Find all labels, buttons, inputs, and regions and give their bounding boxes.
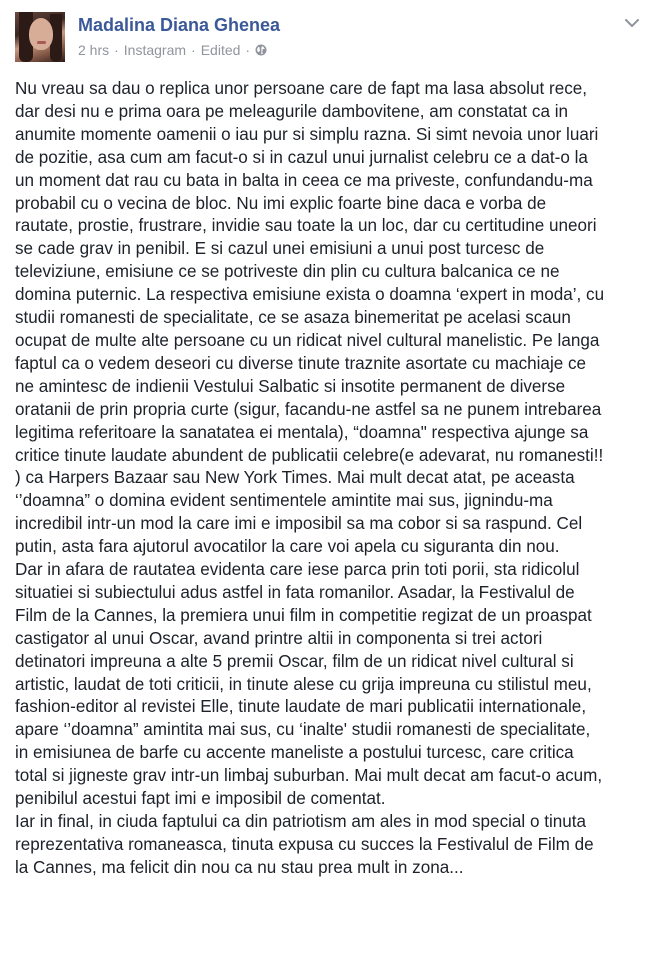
post-text-line: anumite momente oamenii o iau pur si simplu razna. Si simt nevoia unor luari [15,124,599,144]
post-text-line: Iar in final, in ciuda faptului ca din patriotism am ales in mod special o tinuta [15,812,587,831]
post-text-line: ) ca Harpers Bazaar sau New York Times. Mai mult decat atat, pe aceasta [15,468,575,488]
post-header [15,12,645,62]
post-text-line: se cade grav in penibil. E si cazul unei emisiuni a unui post turcesc de [15,239,545,259]
post-text-line: situatiei si subiectului adus astfel in fata romanilor. Asadar, la Festivalul de [15,582,575,602]
post-source[interactable]: Instagram [123,42,187,58]
post-text-line: incredibil intr-un mod la care imi e imposibil sa ma cobor si sa raspund. Cel [15,514,583,534]
post-text-line: ‘’doamna” o domina evident sentimentele amintite mai sus, jignindu-ma [15,491,553,511]
avatar[interactable] [15,12,65,62]
globe-icon[interactable] [255,42,267,58]
post-text-line: artistic, laudat de toti criticii, in tinute alese cu grija impreuna cu stilistul meu, [15,674,592,694]
post-meta [78,42,267,58]
post-text-line: penibilul acestui fapt imi e imposibil de comentat. [15,789,386,809]
post-paragraph [15,811,647,880]
post-text-line: putin, asta fara ajutorul avocatilor la care voi apela cu siguranta din nou. [15,537,560,557]
post-paragraph [15,559,647,811]
post-text-line: la Cannes, ma felicit din nou ca nu stau prea mult in zona... [15,857,464,877]
post-text-line: studii romanesti de specialitate, ce se asaza binemeritat pe acelasi scaun [15,308,571,328]
post-text-line: oratanii de prin propria curte (sigur, facandu-ne astfel sa ne punem intrebarea [15,399,602,419]
post-text-line: detinatori impreuna a alte 5 premii Oscar, film de un ridicat nivel cultural si [15,651,574,671]
meta-separator: · [245,42,251,58]
post-body [15,78,647,880]
post-text-line: total si jigneste grav intr-un limbaj suburban. Mai mult decat am facut-o acum, [15,766,603,786]
post-text-line: rautate, prostie, frustrare, invidie sau toate la un loc, dar cu certitudine uneori [15,216,597,236]
meta-separator: · [114,42,119,58]
author-name[interactable]: Madalina Diana Ghenea [78,15,281,35]
post-text-line: ocupat de multe alte persoane cu un ridicat nivel cultural manelistic. Pe langa [15,330,600,350]
post-text-line: ne amintesc de indienii Vestului Salbatic si insotite permanent de diverse [15,376,566,396]
post-text-line: reprezentativa romaneasca, tinuta expusa cu succes la Festivalul de Film de [15,834,594,854]
post-text-line: probabil cu o vecina de bloc. Nu imi explic foarte bine daca e vorba de [15,193,547,213]
post-text-line: domina puternic. La respectiva emisiune exista o doamna ‘expert in moda’, cu [15,285,605,305]
chevron-down-icon[interactable] [624,16,640,28]
meta-separator: · [191,42,196,58]
post-text-line: Film de la Cannes, la premiera unui film in competitie regizat de un proaspat [15,605,592,625]
post-text-line: fashion-editor al revistei Elle, tinute laudate de mari publicatii internationale, [15,697,587,717]
edited-label[interactable]: Edited [200,42,241,58]
post-text-line: televiziune, emisiune ce se potriveste din plin cu cultura balcanica ce ne [15,262,560,282]
post-text-line: apare ‘’doamna” amintita mai sus, cu ‘inalte' studii romanesti de specialitate, [15,720,591,740]
post-text-line: in emisiunea de barfe cu accente maneliste a postului turcesc, care critica [15,743,574,763]
post-text-line: dar desi nu e prima oara pe meleagurile dambovitene, am constatat ca in [15,101,569,121]
post-text-line: legitima referitoare la sanatatea ei mentala), “doamna" respectiva ajunge sa [15,422,589,442]
post-paragraph [15,78,647,559]
post-text-line: Nu vreau sa dau o replica unor persoane care de fapt ma lasa absolut rece, [15,79,588,98]
post-text-line: de pozitie, asa cum am facut-o si in cazul unui jurnalist celebru ce a dat-o la [15,147,588,167]
post-text-line: un moment dat rau cu bata in balta in ceea ce ma priveste, confundandu-ma [15,170,593,190]
post-text-line: Dar in afara de rautatea evidenta care iese parca prin toti porii, sta ridicolul [15,560,580,580]
post-text-line: faptul ca o vedem deseori cu diverse tinute traznite asortate cu machiaje ce [15,353,587,373]
post-text-line: castigator al unui Oscar, avand printre altii in componenta si trei actori [15,628,543,648]
post-time[interactable]: 2 hrs [78,42,110,58]
post-text-line: critice tinute laudate abundent de publicatii celebre(e adevarat, nu romanesti!! [15,445,604,465]
